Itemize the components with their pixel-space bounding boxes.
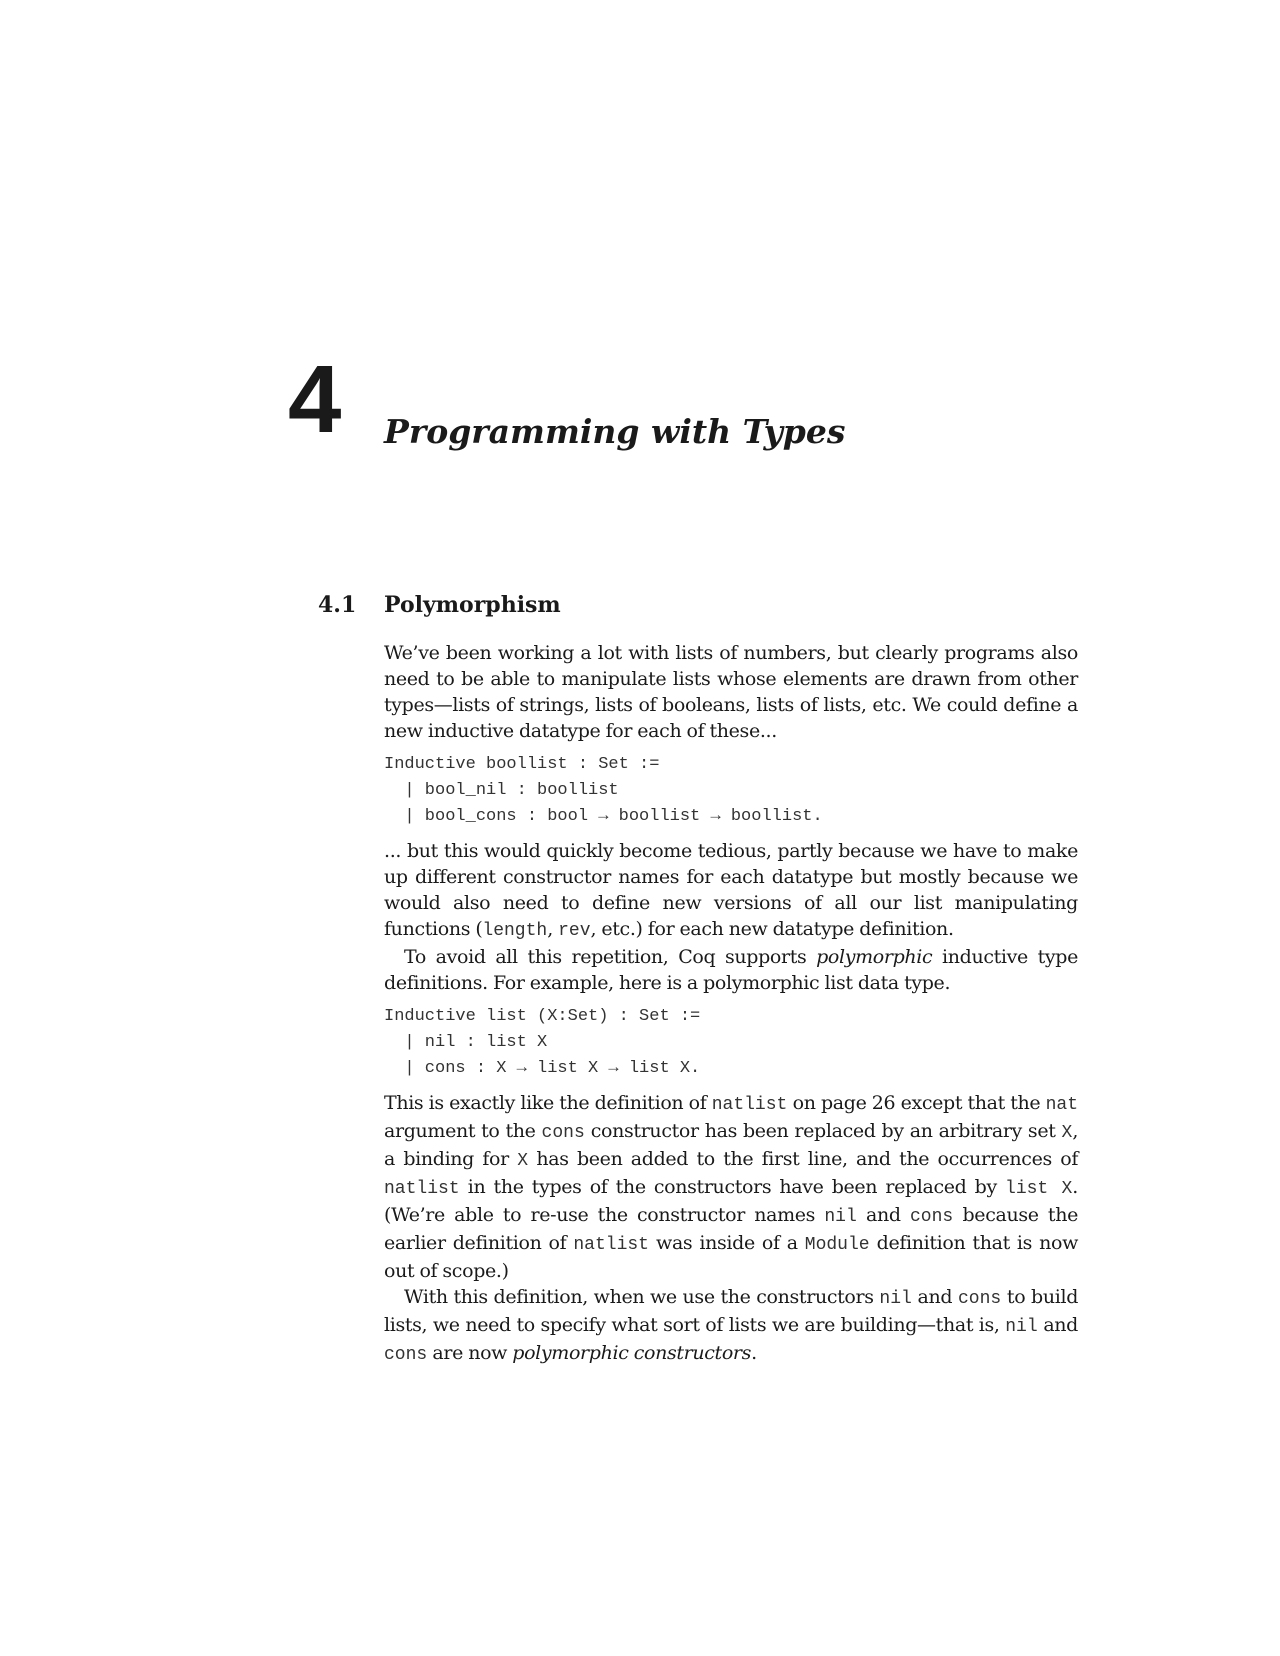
inline-code: cons bbox=[957, 1289, 1002, 1309]
inline-code: cons bbox=[541, 1123, 585, 1143]
inline-code: X bbox=[517, 1151, 529, 1171]
text-run: was inside of a bbox=[648, 1232, 805, 1254]
text-run: on page 26 except that the bbox=[787, 1092, 1046, 1114]
text-run: has been added to the first line, and the occurrences of bbox=[528, 1148, 1079, 1170]
inline-code: natlist bbox=[711, 1095, 788, 1115]
section-number: 4.1 bbox=[318, 592, 357, 618]
text-run: . (We’re able to re-use the constructor names bbox=[384, 1176, 1078, 1226]
inline-code: cons bbox=[910, 1207, 954, 1227]
paragraph-constructors bbox=[384, 1284, 1078, 1368]
paragraph-intro: We’ve been working a lot with lists of numbers, but clearly programs also need to be able to manipulate lists whose elements are drawn from other types—lists of strings, lists of booleans, lists of lists, etc. We could define a new inductive datatype for each of these... bbox=[384, 642, 1078, 742]
emphasis: polymorphic bbox=[816, 946, 933, 968]
inline-code: nat bbox=[1045, 1095, 1079, 1115]
text-run: in the types of the constructors have been replaced by bbox=[459, 1176, 1006, 1198]
inline-code: nil bbox=[824, 1207, 857, 1227]
text-run: , bbox=[547, 918, 559, 940]
paragraph-polymorphic bbox=[384, 944, 1078, 996]
text-run: , etc.) for each new datatype definition. bbox=[590, 918, 954, 940]
text-run: constructor has been replaced by an arbitrary set bbox=[584, 1120, 1062, 1142]
text-run: With this definition, when we use the constructors bbox=[404, 1286, 880, 1308]
text-run: because the earlier definition of bbox=[384, 1204, 1078, 1254]
code-line: | bool_nil : boollist bbox=[384, 781, 619, 800]
inline-code: X bbox=[1061, 1123, 1073, 1143]
inline-code: nil bbox=[1005, 1317, 1038, 1337]
text-run: ... but this would quickly become tedious, partly because we have to make up different constructor names for each datatype but mostly because we would also need to define new versions of all our list manipulating functions ( bbox=[384, 840, 1078, 940]
inline-code: list X bbox=[1005, 1179, 1073, 1199]
text-run: to build lists, we need to specify what sort of lists we are building—that is, bbox=[384, 1286, 1079, 1336]
paragraph-explanation bbox=[384, 1090, 1078, 1284]
code-block-list bbox=[384, 1004, 1078, 1082]
text-run: . bbox=[751, 1342, 757, 1364]
paragraph-tedious bbox=[384, 838, 1078, 944]
inline-code: natlist bbox=[384, 1179, 460, 1199]
inline-code: rev bbox=[558, 921, 591, 941]
emphasis: polymorphic constructors bbox=[512, 1342, 752, 1364]
text-run: definition that is now out of scope.) bbox=[384, 1232, 1078, 1282]
code-line: | cons : X → list X → list X. bbox=[384, 1059, 701, 1078]
inline-code: nil bbox=[879, 1289, 912, 1309]
text-run: are now bbox=[427, 1342, 513, 1364]
text-run: This is exactly like the definition of bbox=[384, 1092, 712, 1114]
code-block-boollist bbox=[384, 752, 1078, 830]
text-run: inductive type definitions. For example, here is a polymorphic list data type. bbox=[384, 946, 1079, 994]
code-line: Inductive boollist : Set := bbox=[384, 755, 660, 774]
body-column bbox=[384, 640, 1078, 1368]
text-run: argument to the bbox=[384, 1120, 542, 1142]
chapter-title: Programming with Types bbox=[384, 412, 846, 451]
text-run: and bbox=[1037, 1314, 1078, 1336]
section-title: Polymorphism bbox=[384, 592, 561, 618]
text-run: To avoid all this repetition, Coq supports bbox=[404, 946, 817, 968]
inline-code: Module bbox=[804, 1235, 870, 1255]
text-run: and bbox=[856, 1204, 910, 1226]
code-line: | bool_cons : bool → boollist → boollist. bbox=[384, 807, 823, 826]
chapter-number: 4 bbox=[288, 346, 342, 453]
text-run: , a binding for bbox=[384, 1120, 1079, 1170]
inline-code: natlist bbox=[573, 1235, 649, 1255]
inline-code: cons bbox=[384, 1345, 428, 1365]
text-run: and bbox=[911, 1286, 958, 1308]
code-line: | nil : list X bbox=[384, 1033, 548, 1052]
code-line: Inductive list (X:Set) : Set := bbox=[384, 1007, 701, 1026]
inline-code: length bbox=[482, 921, 548, 941]
